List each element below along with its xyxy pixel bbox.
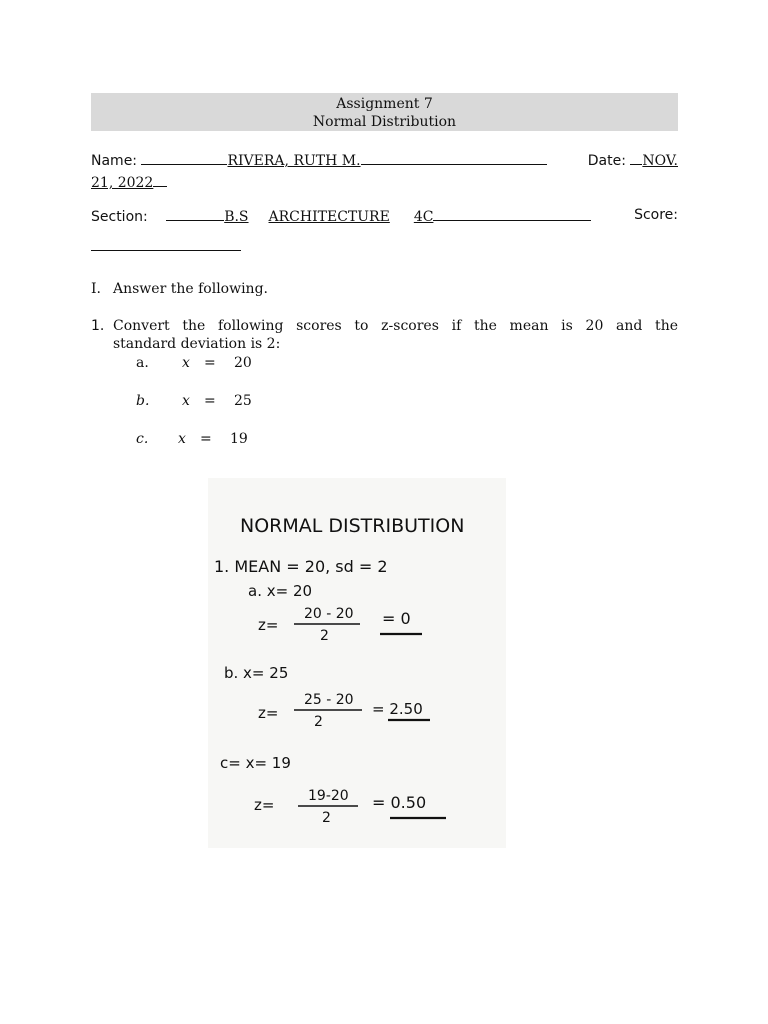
hw-a-result: = 0 <box>382 609 411 628</box>
score-label: Score: <box>634 207 678 223</box>
section-value-2: ARCHITECTURE <box>268 209 390 225</box>
hw-b-result: = 2.50 <box>372 700 423 718</box>
date-value-part1: NOV. <box>642 153 678 169</box>
item-variable: x <box>178 431 186 447</box>
item-value: 25 <box>234 393 252 409</box>
section-blank-left <box>166 206 224 221</box>
date-row-continued <box>91 172 167 192</box>
question-line-2: standard deviation is 2: <box>113 336 281 352</box>
instructions-text: Answer the following. <box>113 281 268 297</box>
hw-c-numerator: 19-20 <box>308 788 349 804</box>
handwritten-solution-image <box>208 478 506 848</box>
hw-b-denominator: 2 <box>314 714 323 730</box>
hw-c-result: = 0.50 <box>372 793 427 812</box>
item-equals: = <box>204 393 216 409</box>
item-letter: c. <box>136 431 149 447</box>
section-label: Section: <box>91 209 148 225</box>
title-box <box>91 93 678 131</box>
question-1 <box>91 317 678 353</box>
section-row <box>91 206 678 226</box>
item-variable: x <box>182 355 190 371</box>
date-blank-left <box>630 150 642 165</box>
section-value-1: B.S <box>224 209 249 225</box>
question-item-b <box>136 392 336 410</box>
question-line-1: Convert the following scores to z-scores if the mean is 20 and the <box>113 318 678 334</box>
item-value: 19 <box>230 431 248 447</box>
hw-a-z: z= <box>258 616 279 634</box>
section-value-3: 4C <box>413 209 434 225</box>
item-letter: a. <box>136 355 149 371</box>
hw-b-numerator: 25 - 20 <box>304 692 354 708</box>
assignment-title: Assignment 7 <box>336 96 433 112</box>
score-row-continued <box>91 236 241 256</box>
section-blank-right <box>433 206 591 221</box>
assignment-subtitle: Normal Distribution <box>312 114 457 130</box>
question-item-c <box>136 430 336 448</box>
instructions-number: I. <box>91 281 101 297</box>
name-blank-right <box>361 150 547 165</box>
date-label: Date: <box>587 153 626 169</box>
item-variable: x <box>182 393 190 409</box>
name-row <box>91 150 678 170</box>
instructions <box>91 280 268 298</box>
score-blank <box>91 236 241 251</box>
question-number: 1. <box>91 318 105 334</box>
item-equals: = <box>200 431 212 447</box>
hw-heading: NORMAL DISTRIBUTION <box>240 515 465 537</box>
hw-b-label: b. x= 25 <box>224 664 289 682</box>
hw-b-z: z= <box>258 704 279 722</box>
hw-a-denominator: 2 <box>320 628 329 644</box>
item-letter: b. <box>136 393 150 409</box>
hw-c-denominator: 2 <box>322 810 331 826</box>
name-value: RIVERA, RUTH M. <box>227 153 361 169</box>
handwritten-solution-drawing <box>208 478 506 848</box>
name-label: Name: <box>91 153 138 169</box>
hw-a-label: a. x= 20 <box>248 582 313 600</box>
question-item-a <box>136 354 336 372</box>
date-blank-right <box>153 172 167 187</box>
item-equals: = <box>204 355 216 371</box>
item-value: 20 <box>234 355 252 371</box>
hw-a-numerator: 20 - 20 <box>304 606 354 622</box>
name-blank-left <box>141 150 227 165</box>
hw-c-z: z= <box>254 796 275 814</box>
hw-c-label: c= x= 19 <box>220 754 291 772</box>
hw-given: 1. MEAN = 20, sd = 2 <box>214 557 388 576</box>
date-value-part2: 21, 2022 <box>91 175 154 191</box>
